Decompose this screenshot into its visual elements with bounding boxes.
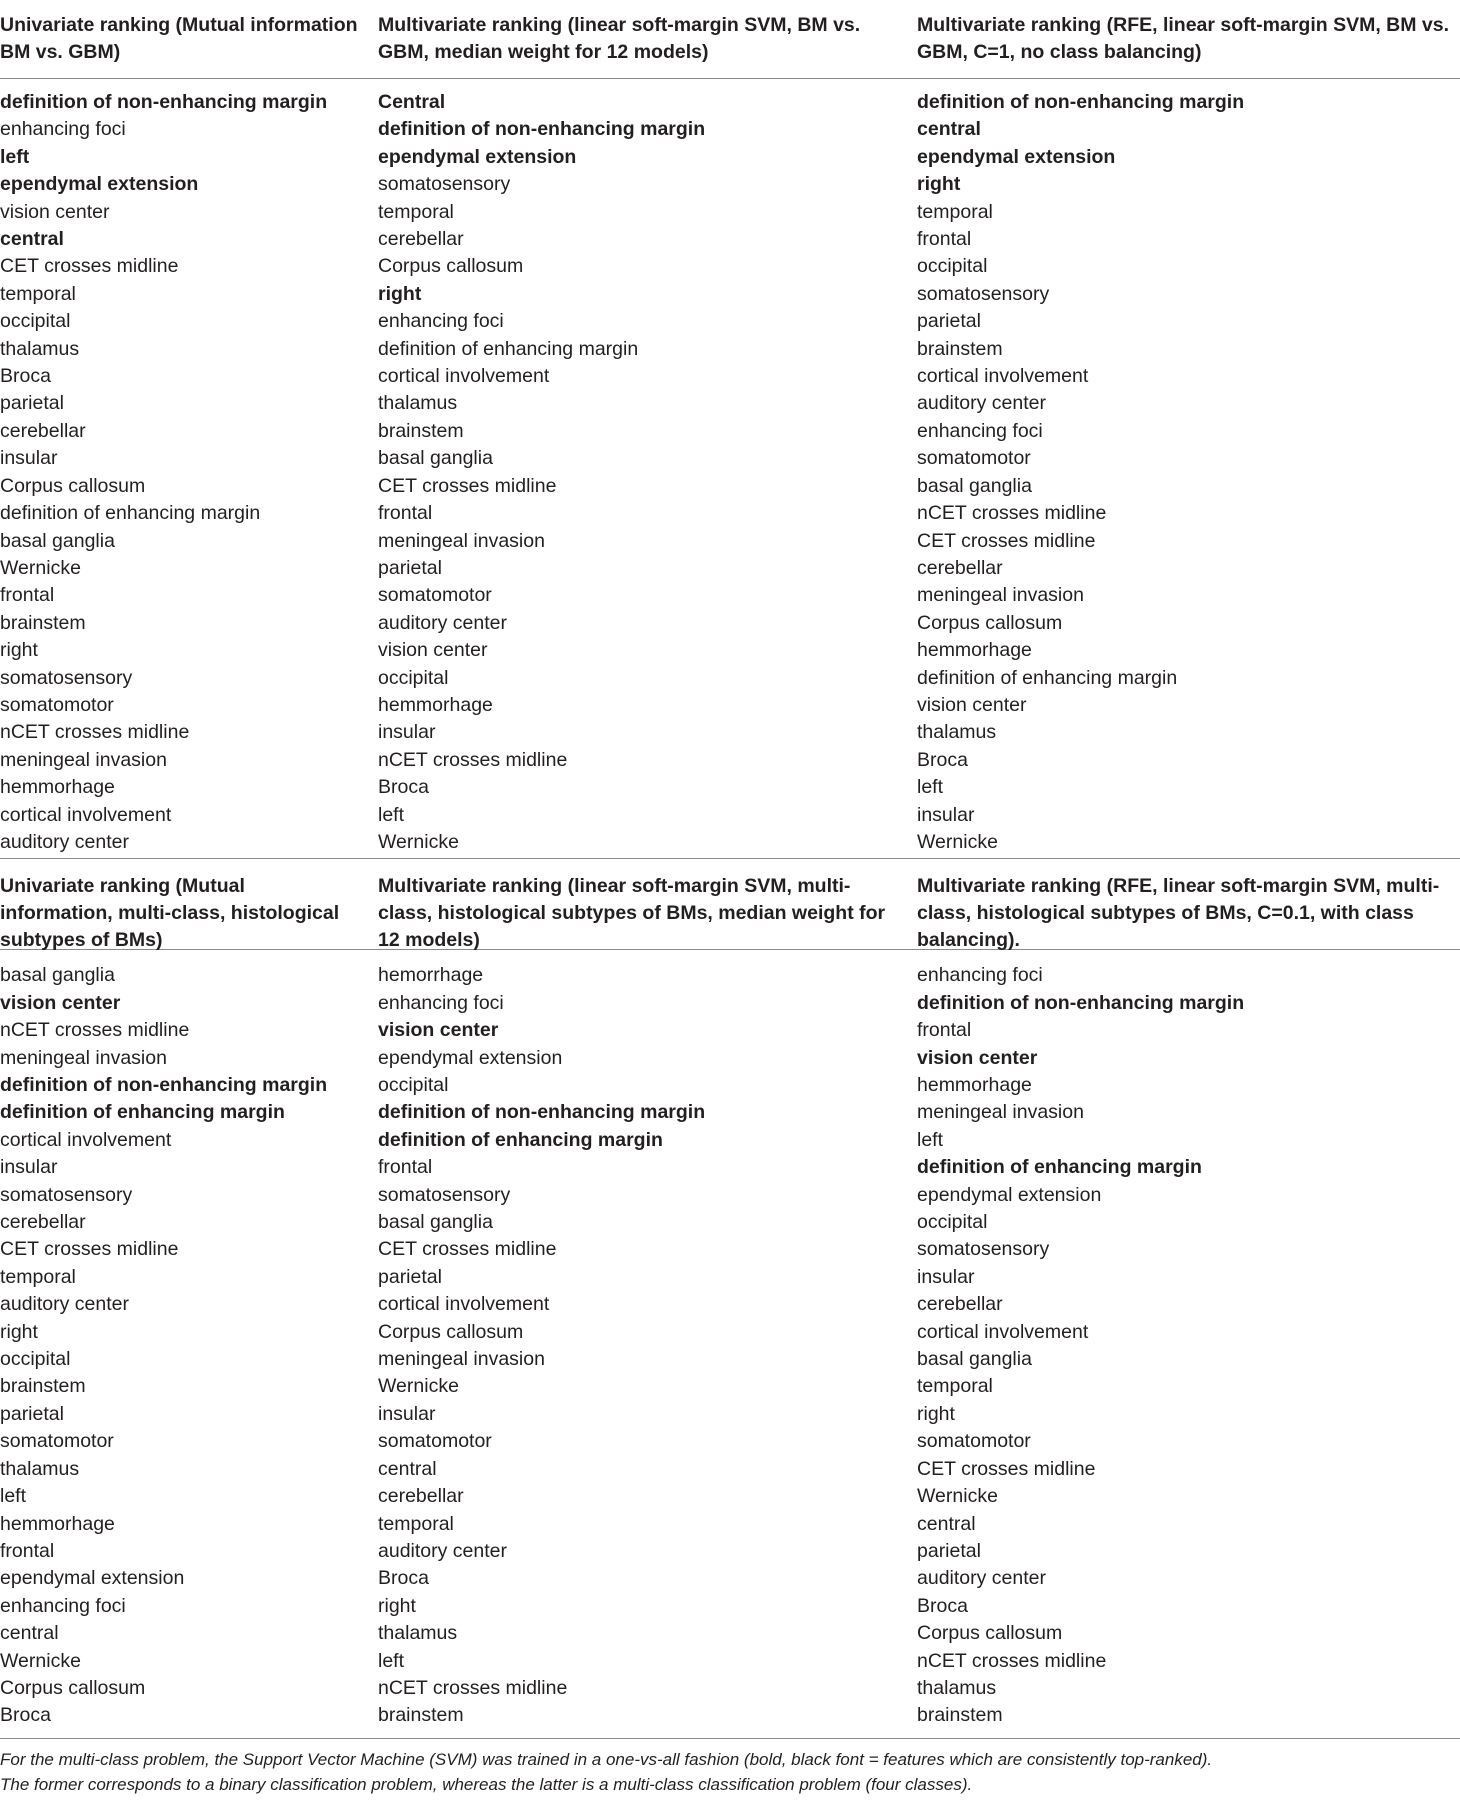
ranking-item: vision center [0, 991, 121, 1014]
ranking-item: right [0, 1320, 38, 1343]
ranking-item: meningeal invasion [0, 748, 167, 771]
ranking-item: thalamus [378, 1622, 458, 1645]
ranking-item: left [378, 803, 405, 826]
ranking-item: thalamus [0, 1457, 80, 1480]
ranking-item: ependymal extension [0, 173, 199, 196]
section-multiclass [0, 858, 1460, 1731]
table-footnote [0, 1739, 1460, 1797]
ranking-item: parietal [0, 1402, 64, 1425]
ranking-item: thalamus [0, 337, 80, 360]
ranking-item: ependymal extension [378, 1046, 563, 1069]
ranking-list-rfe-multiclass [917, 962, 1450, 1729]
ranking-item: somatomotor [0, 1430, 114, 1453]
ranking-item: vision center [378, 1019, 499, 1042]
header-univariate-multiclass: Univariate ranking (Mutual information, multi-class, histological subtypes of BMs) [0, 875, 340, 952]
header-row-multiclass [0, 858, 1460, 950]
ranking-list-svm-multiclass [378, 962, 897, 1729]
ranking-item: occipital [378, 1074, 449, 1096]
ranking-item: somatosensory [917, 1238, 1050, 1261]
ranking-item: somatomotor [0, 693, 114, 716]
ranking-item: Broca [0, 1704, 51, 1727]
ranking-item: nCET crosses midline [378, 1676, 568, 1699]
ranking-item: Wernicke [917, 1485, 998, 1508]
ranking-item: insular [0, 447, 58, 470]
ranking-list-univariate-multiclass [0, 962, 360, 1729]
section-binary [0, 0, 1460, 858]
ranking-item: cortical involvement [0, 803, 172, 826]
header-row-binary [0, 0, 1460, 79]
ranking-item: vision center [917, 693, 1027, 716]
ranking-item: hemmorhage [0, 1512, 115, 1535]
ranking-item: definition of enhancing margin [0, 502, 261, 525]
ranking-item: frontal [917, 228, 972, 251]
ranking-item: temporal [0, 1265, 76, 1288]
ranking-item: nCET crosses midline [917, 502, 1107, 525]
footnote-line-2: The former corresponds to a binary classification problem, whereas the latter is a multi-class classification problem (four classes). [0, 1774, 973, 1794]
ranking-item: somatomotor [917, 447, 1031, 470]
ranking-item: Corpus callosum [378, 1320, 524, 1343]
ranking-item: cortical involvement [378, 365, 550, 388]
ranking-item: definition of enhancing margin [917, 666, 1178, 689]
header-multivariate-rfe-binary: Multivariate ranking (RFE, linear soft-margin SVM, BM vs. GBM, C=1, no class balancing) [917, 14, 1450, 63]
ranking-item: cortical involvement [917, 1320, 1089, 1343]
ranking-item: somatomotor [378, 584, 492, 607]
ranking-item: central [378, 1457, 437, 1480]
ranking-item: Broca [378, 1567, 429, 1590]
ranking-item: definition of enhancing margin [0, 1101, 285, 1124]
ranking-item: thalamus [917, 1676, 997, 1699]
ranking-item: cerebellar [917, 1293, 1003, 1316]
ranking-item: right [917, 1402, 955, 1425]
ranking-item: occipital [378, 666, 449, 689]
ranking-item: definition of enhancing margin [378, 1128, 663, 1151]
ranking-item: somatosensory [0, 666, 133, 689]
ranking-item: Corpus callosum [917, 1622, 1063, 1645]
ranking-item: meningeal invasion [0, 1046, 167, 1069]
ranking-item: basal ganglia [378, 1211, 493, 1234]
ranking-item: definition of non-enhancing margin [0, 1074, 328, 1096]
ranking-item: brainstem [917, 337, 1003, 360]
ranking-item: central [0, 228, 64, 251]
ranking-item: parietal [917, 1539, 981, 1562]
ranking-item: cortical involvement [0, 1128, 172, 1151]
ranking-item: cerebellar [378, 228, 464, 251]
ranking-item: left [378, 1649, 405, 1672]
ranking-item: definition of non-enhancing margin [917, 91, 1245, 113]
ranking-item: enhancing foci [917, 419, 1043, 442]
ranking-item: temporal [0, 282, 76, 305]
ranking-item: central [917, 1512, 976, 1535]
ranking-item: cerebellar [0, 1211, 86, 1234]
ranking-item: frontal [0, 1539, 55, 1562]
ranking-item: somatomotor [917, 1430, 1031, 1453]
ranking-item: Corpus callosum [378, 255, 524, 278]
ranking-item: meningeal invasion [917, 584, 1084, 607]
ranking-item: Corpus callosum [0, 474, 146, 497]
ranking-item: Wernicke [917, 830, 998, 853]
ranking-item: cortical involvement [917, 365, 1089, 388]
ranking-item: cerebellar [378, 1485, 464, 1508]
ranking-item: thalamus [917, 721, 997, 744]
ranking-item: definition of enhancing margin [378, 337, 639, 360]
ranking-item: frontal [917, 1019, 972, 1042]
ranking-item: hemmorhage [917, 1074, 1032, 1096]
ranking-item: parietal [378, 1265, 442, 1288]
ranking-item: definition of enhancing margin [917, 1156, 1202, 1179]
ranking-item: definition of non-enhancing margin [917, 991, 1245, 1014]
ranking-item: basal ganglia [917, 474, 1032, 497]
ranking-item: auditory center [917, 392, 1046, 415]
ranking-item: cerebellar [0, 419, 86, 442]
ranking-item: left [0, 1485, 27, 1508]
ranking-item: CET crosses midline [0, 255, 179, 278]
ranking-item: frontal [0, 584, 55, 607]
ranking-item: CET crosses midline [917, 1457, 1096, 1480]
ranking-item: ependymal extension [917, 1183, 1102, 1206]
ranking-item: somatosensory [0, 1183, 133, 1206]
ranking-item: insular [917, 1265, 975, 1288]
ranking-item: brainstem [378, 1704, 464, 1727]
ranking-item: frontal [378, 502, 433, 525]
ranking-item: basal ganglia [0, 529, 115, 552]
ranking-item: basal ganglia [917, 1348, 1032, 1371]
ranking-item: cerebellar [917, 556, 1003, 579]
ranking-item: Wernicke [378, 1375, 459, 1398]
ranking-item: CET crosses midline [917, 529, 1096, 552]
ranking-item: definition of non-enhancing margin [378, 1101, 706, 1124]
ranking-item: ependymal extension [917, 145, 1116, 168]
ranking-item: right [378, 1594, 416, 1617]
body-row-multiclass [0, 950, 1460, 1731]
ranking-item: basal ganglia [378, 447, 493, 470]
ranking-item: somatosensory [378, 1183, 511, 1206]
ranking-item: Broca [917, 748, 968, 771]
ranking-item: parietal [0, 392, 64, 415]
ranking-item: occipital [917, 255, 988, 278]
ranking-item: left [917, 1128, 944, 1151]
ranking-item: Broca [378, 776, 429, 799]
header-univariate-binary: Univariate ranking (Mutual information BM vs. GBM) [0, 14, 358, 63]
ranking-item: left [917, 776, 944, 799]
ranking-item: Central [378, 91, 446, 113]
ranking-item: temporal [378, 200, 454, 223]
ranking-item: meningeal invasion [378, 1348, 545, 1371]
ranking-item: vision center [917, 1046, 1038, 1069]
ranking-item: Broca [0, 365, 51, 388]
ranking-item: brainstem [917, 1704, 1003, 1727]
ranking-item: Wernicke [0, 556, 81, 579]
ranking-item: nCET crosses midline [0, 1019, 190, 1042]
ranking-item: Wernicke [0, 1649, 81, 1672]
ranking-item: central [0, 1622, 59, 1645]
ranking-item: occipital [0, 1348, 71, 1371]
ranking-item: right [378, 282, 422, 305]
ranking-item: ependymal extension [0, 1567, 185, 1590]
ranking-item: nCET crosses midline [917, 1649, 1107, 1672]
footnote-line-1: For the multi-class problem, the Support Vector Machine (SVM) was trained in a one-vs-all fashion (bold, black font = features which are consistently top-ranked). [0, 1749, 1213, 1769]
header-multivariate-rfe-multiclass: Multivariate ranking (RFE, linear soft-margin SVM, multi-class, histological subtypes of BMs, C=0.1, with class balancing). [917, 875, 1440, 952]
ranking-item: somatosensory [378, 173, 511, 196]
ranking-item: auditory center [0, 1293, 129, 1316]
ranking-item: cortical involvement [378, 1293, 550, 1316]
ranking-item: auditory center [378, 611, 507, 634]
ranking-item: ependymal extension [378, 145, 577, 168]
ranking-item: somatosensory [917, 282, 1050, 305]
ranking-item: insular [0, 1156, 58, 1179]
ranking-item: enhancing foci [0, 1594, 126, 1617]
ranking-item: meningeal invasion [917, 1101, 1084, 1124]
ranking-item: somatomotor [378, 1430, 492, 1453]
ranking-item: hemmorhage [0, 776, 115, 799]
ranking-item: enhancing foci [917, 964, 1043, 987]
ranking-item: occipital [917, 1211, 988, 1234]
ranking-item: brainstem [0, 611, 86, 634]
ranking-item: brainstem [378, 419, 464, 442]
ranking-item: CET crosses midline [378, 474, 557, 497]
ranking-item: Wernicke [378, 830, 459, 853]
ranking-item: Corpus callosum [917, 611, 1063, 634]
header-multivariate-svm-multiclass: Multivariate ranking (linear soft-margin SVM, multi-class, histological subtypes of BMs, median weight for 12 models) [378, 875, 886, 952]
ranking-item: thalamus [378, 392, 458, 415]
ranking-item: right [917, 173, 961, 196]
ranking-item: temporal [917, 1375, 993, 1398]
ranking-item: occipital [0, 310, 71, 333]
ranking-item: auditory center [917, 1567, 1046, 1590]
ranking-item: vision center [0, 200, 110, 223]
ranking-item: insular [378, 721, 436, 744]
ranking-list-rfe-binary [917, 89, 1450, 856]
ranking-item: CET crosses midline [378, 1238, 557, 1261]
ranking-item: enhancing foci [378, 991, 504, 1014]
ranking-item: temporal [917, 200, 993, 223]
ranking-item: enhancing foci [0, 118, 126, 141]
ranking-item: enhancing foci [378, 310, 504, 333]
ranking-item: hemmorhage [917, 639, 1032, 662]
ranking-item: Broca [917, 1594, 968, 1617]
body-row-binary [0, 79, 1460, 858]
header-multivariate-svm-binary: Multivariate ranking (linear soft-margin SVM, BM vs. GBM, median weight for 12 models) [378, 14, 861, 63]
ranking-list-univariate-binary [0, 89, 360, 856]
ranking-item: definition of non-enhancing margin [378, 118, 706, 141]
ranking-item: left [0, 145, 30, 168]
ranking-item: right [0, 639, 38, 662]
ranking-item: central [917, 118, 981, 141]
ranking-item: auditory center [0, 830, 129, 853]
ranking-item: hemmorhage [378, 693, 493, 716]
ranking-item: vision center [378, 639, 488, 662]
ranking-list-svm-binary [378, 89, 897, 856]
ranking-item: Corpus callosum [0, 1676, 146, 1699]
ranking-item: insular [917, 803, 975, 826]
ranking-item: basal ganglia [0, 964, 115, 987]
ranking-item: frontal [378, 1156, 433, 1179]
ranking-item: temporal [378, 1512, 454, 1535]
ranking-item: insular [378, 1402, 436, 1425]
ranking-item: parietal [378, 556, 442, 579]
ranking-item: brainstem [0, 1375, 86, 1398]
ranking-item: auditory center [378, 1539, 507, 1562]
ranking-item: CET crosses midline [0, 1238, 179, 1261]
ranking-item: parietal [917, 310, 981, 333]
ranking-item: nCET crosses midline [378, 748, 568, 771]
ranking-item: meningeal invasion [378, 529, 545, 552]
ranking-item: hemorrhage [378, 964, 484, 987]
ranking-item: definition of non-enhancing margin [0, 91, 328, 113]
ranking-item: nCET crosses midline [0, 721, 190, 744]
